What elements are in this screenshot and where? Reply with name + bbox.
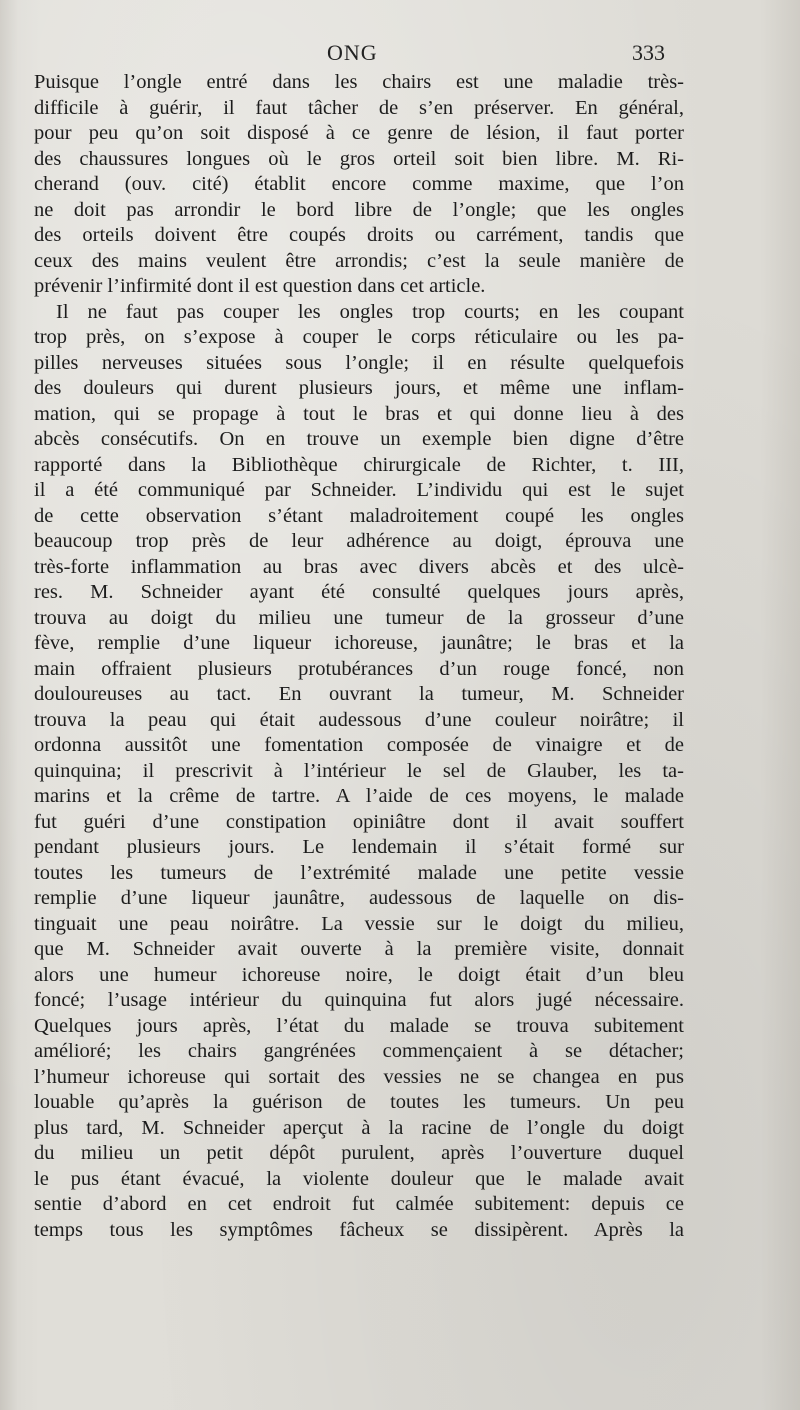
- text-line: amélioré; les chairs gangrénées commençaient à se détacher;: [34, 1040, 684, 1062]
- text-line: difficile à guérir, il faut tâcher de s’en préserver. En général,: [34, 96, 684, 119]
- text-line: Il ne faut pas couper les ongles trop courts; en les coupant: [56, 300, 684, 323]
- running-head: ONG: [327, 40, 378, 65]
- text-line: rapporté dans la Bibliothèque chirurgicale de Richter, t. III,: [34, 453, 684, 476]
- page-number: 333: [632, 40, 665, 65]
- text-line: main offraient plusieurs protubérances d’un rouge foncé, non: [34, 657, 684, 680]
- text-line: abcès consécutifs. On en trouve un exemple bien digne d’être: [34, 428, 684, 450]
- text-line: alors une humeur ichoreuse noire, le doigt était d’un bleu: [34, 963, 684, 986]
- text-line: sentie d’abord en cet endroit fut calmée subitement: depuis ce: [34, 1193, 684, 1215]
- text-line: mation, qui se propage à tout le bras et qui donne lieu à des: [34, 402, 684, 425]
- text-line: Quelques jours après, l’état du malade se trouva subitement: [34, 1014, 684, 1037]
- text-line: pilles nerveuses situées sous l’ongle; il en résulte quelquefois: [34, 351, 684, 374]
- text-line: trouva au doigt du milieu une tumeur de la grosseur d’une: [34, 606, 684, 629]
- text-line: quinquina; il prescrivit à l’intérieur le sel de Glauber, les ta-: [34, 759, 684, 782]
- text-line: res. M. Schneider ayant été consulté quelques jours après,: [34, 581, 684, 603]
- text-line: le pus étant évacué, la violente douleur que le malade avait: [34, 1167, 684, 1190]
- text-line: temps tous les symptômes fâcheux se dissipèrent. Après la: [34, 1218, 684, 1241]
- page-header: [0, 34, 800, 70]
- text-line: prévenir l’infirmité dont il est question dans cet article.: [34, 275, 486, 297]
- text-line: ne doit pas arrondir le bord libre de l’ongle; que les ongles: [34, 198, 684, 221]
- text-line: des douleurs qui durent plusieurs jours, et même une inflam-: [34, 377, 684, 399]
- text-line: toutes les tumeurs de l’extrémité malade une petite vessie: [34, 861, 684, 884]
- text-line: beaucoup trop près de leur adhérence au doigt, éprouva une: [34, 530, 684, 552]
- text-line: douloureuses au tact. En ouvrant la tumeur, M. Schneider: [34, 683, 684, 705]
- text-line: l’humeur ichoreuse qui sortait des vessies ne se changea en pus: [34, 1065, 684, 1088]
- text-line: des orteils doivent être coupés droits ou carrément, tandis que: [34, 224, 684, 246]
- text-line: ceux des mains veulent être arrondis; c’est la seule manière de: [34, 249, 684, 272]
- text-line: des chaussures longues où le gros orteil soit bien libre. M. Ri-: [34, 147, 684, 170]
- text-line: fève, remplie d’une liqueur ichoreuse, jaunâtre; le bras et la: [34, 632, 684, 654]
- text-line: fut guéri d’une constipation opiniâtre dont il avait souffert: [34, 810, 684, 833]
- text-line: il a été communiqué par Schneider. L’individu qui est le sujet: [34, 479, 684, 501]
- text-line: trop près, on s’expose à couper le corps réticulaire ou les pa-: [34, 326, 684, 348]
- text-line: marins et la crême de tartre. A l’aide de ces moyens, le malade: [34, 785, 684, 807]
- text-line: cherand (ouv. cité) établit encore comme maxime, que l’on: [34, 173, 684, 195]
- text-line: pour peu qu’on soit disposé à ce genre de lésion, il faut porter: [34, 122, 684, 144]
- text-line: très-forte inflammation au bras avec divers abcès et des ulcè-: [34, 555, 684, 578]
- text-line: de cette observation s’étant maladroitement coupé les ongles: [34, 504, 684, 527]
- text-line: que M. Schneider avait ouverte à la première visite, donnait: [34, 938, 684, 960]
- text-line: Puisque l’ongle entré dans les chairs est une maladie très-: [34, 71, 684, 93]
- text-line: foncé; l’usage intérieur du quinquina fut alors jugé nécessaire.: [34, 989, 684, 1011]
- text-line: trouva la peau qui était audessous d’une couleur noirâtre; il: [34, 708, 684, 731]
- text-line: ordonna aussitôt une fomentation composée de vinaigre et de: [34, 734, 684, 756]
- text-line: plus tard, M. Schneider aperçut à la racine de l’ongle du doigt: [34, 1116, 684, 1139]
- body-text: [34, 70, 684, 1243]
- text-line: pendant plusieurs jours. Le lendemain il s’était formé sur: [34, 836, 684, 858]
- text-line: tinguait une peau noirâtre. La vessie sur le doigt du milieu,: [34, 912, 684, 935]
- text-line: du milieu un petit dépôt purulent, après l’ouverture duquel: [34, 1142, 684, 1164]
- text-line: remplie d’une liqueur jaunâtre, audessous de laquelle on dis-: [34, 887, 684, 909]
- text-line: louable qu’après la guérison de toutes les tumeurs. Un peu: [34, 1091, 684, 1113]
